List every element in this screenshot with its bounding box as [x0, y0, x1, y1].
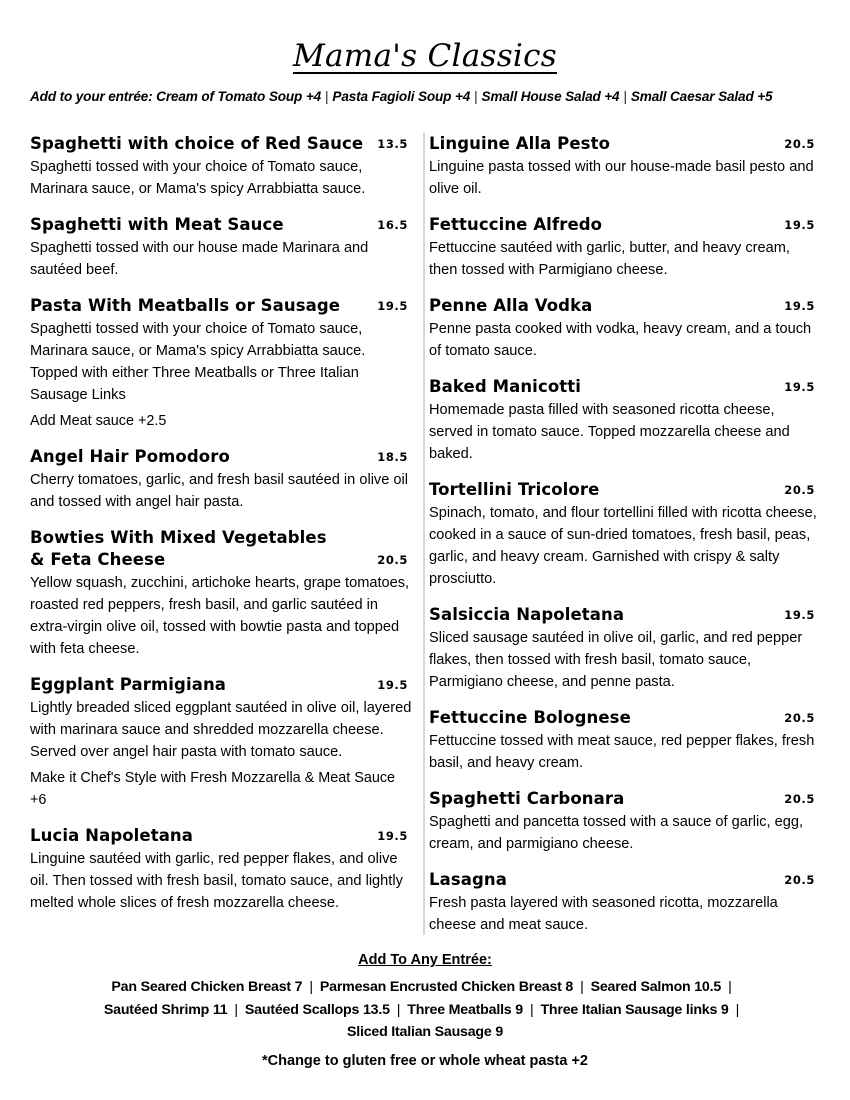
item-price: 19.5: [784, 218, 815, 232]
item-description: Fettuccine tossed with meat sauce, red pepper flakes, fresh basil, and heavy cream.: [429, 733, 815, 771]
item-description: Linguine pasta tossed with our house-made basil pesto and olive oil.: [429, 159, 814, 197]
item-description: Fettuccine sautéed with garlic, butter, and heavy cream, then tossed with Parmigiano cheese.: [429, 240, 790, 278]
addon-item: Parmesan Encrusted Chicken Breast 8: [319, 979, 574, 995]
item-description: Cherry tomatoes, garlic, and fresh basil sautéed in olive oil and tossed with angel hair pasta.: [30, 472, 409, 510]
item-price: 19.5: [377, 678, 408, 692]
item-price: 19.5: [784, 380, 815, 394]
separator: |: [529, 1001, 534, 1018]
item-name: Pasta With Meatballs or Sausage: [30, 296, 341, 315]
item-price: 20.5: [784, 792, 815, 806]
separator: |: [325, 89, 329, 104]
separator: |: [735, 1001, 740, 1018]
menu-item: [429, 788, 819, 855]
item-description: Homemade pasta filled with seasoned ricotta cheese, served in tomato sauce. Topped mozzarella cheese and baked.: [429, 402, 790, 462]
addons-row: [0, 999, 850, 1022]
menu-item: [30, 446, 412, 513]
addon-item: Small Caesar Salad +5: [630, 89, 773, 104]
addon-item: Sautéed Shrimp 11: [103, 1001, 228, 1018]
item-price: 19.5: [784, 299, 815, 313]
addons-prefix: Add to your entrée:: [30, 89, 153, 104]
item-name: Spaghetti with Meat Sauce: [30, 215, 284, 234]
addon-item: Small House Salad +4: [481, 89, 620, 104]
menu-item: [429, 707, 819, 774]
item-description: Spaghetti and pancetta tossed with a sauce of garlic, egg, cream, and parmigiano cheese.: [429, 814, 804, 852]
separator: |: [234, 1001, 238, 1018]
addons-row: [0, 976, 850, 999]
item-description: Spaghetti tossed with our house made Marinara and sautéed beef.: [30, 240, 369, 278]
item-name: Baked Manicotti: [429, 377, 581, 396]
item-name: Lucia Napoletana: [30, 826, 194, 845]
addon-item: Three Italian Sausage links 9: [540, 1001, 729, 1018]
item-name: Tortellini Tricolore: [429, 480, 600, 499]
item-description: Lightly breaded sliced eggplant sautéed in olive oil, layered with marinara sauce and shredded mozzarella cheese. Served over angel hair pasta with tomato sauce.: [30, 700, 412, 760]
menu-item: [30, 825, 412, 914]
entree-addons-list: [0, 976, 850, 1044]
menu-item: [30, 133, 412, 200]
menu-item: [429, 869, 819, 936]
item-price: 16.5: [377, 218, 408, 232]
item-price: 13.5: [377, 137, 408, 151]
item-price: 19.5: [377, 299, 408, 313]
item-name: Lasagna: [429, 870, 507, 889]
item-price: 19.5: [377, 829, 408, 843]
addon-item: Sliced Italian Sausage 9: [346, 1024, 504, 1040]
addon-item: Sautéed Scallops 13.5: [244, 1001, 390, 1018]
item-name-line1: Bowties With Mixed Vegetables: [30, 528, 327, 547]
item-description: Spinach, tomato, and flour tortellini filled with ricotta cheese, cooked in a sauce of sun-dried tomatoes, fresh basil, peas, garlic, and heavy cream. Garnished with crispy & salty prosciutto.: [429, 505, 817, 587]
entree-addons-title: Add To Any Entrée:: [358, 952, 492, 968]
menu-item: [429, 295, 819, 362]
menu-item: [30, 295, 412, 432]
item-price: 20.5: [784, 873, 815, 887]
item-price: 19.5: [784, 608, 815, 622]
separator: |: [580, 979, 584, 995]
item-name: Spaghetti Carbonara: [429, 789, 625, 808]
separator: |: [309, 979, 313, 995]
menu-item: [429, 604, 819, 693]
addon-item: Pan Seared Chicken Breast 7: [111, 979, 303, 995]
menu-item: [30, 214, 412, 281]
addon-item: Three Meatballs 9: [407, 1001, 523, 1018]
menu-item: [429, 479, 819, 590]
item-price: 20.5: [784, 711, 815, 725]
item-name: Salsiccia Napoletana: [429, 605, 625, 624]
item-description: Penne pasta cooked with vodka, heavy cream, and a touch of tomato sauce.: [429, 321, 812, 359]
menu-title: Mama's Classics: [292, 38, 557, 74]
addons-row: [0, 1021, 850, 1044]
separator: |: [396, 1001, 401, 1018]
menu-item: [30, 674, 412, 811]
addon-item: Seared Salmon 10.5: [590, 979, 722, 995]
item-note: Add Meat sauce +2.5: [30, 413, 167, 429]
item-description: Spaghetti tossed with your choice of Tomato sauce, Marinara sauce, or Mama's spicy Arrabbiatta sauce. Topped with either Three Meatballs or Three Italian Sausage Links: [30, 321, 366, 403]
item-name: Angel Hair Pomodoro: [30, 447, 230, 466]
menu-column-left: [30, 133, 412, 928]
item-description: Yellow squash, zucchini, artichoke hearts, grape tomatoes, roasted red peppers, fresh basil, and garlic sautéed in extra-virgin olive oil, tossed with bowtie pasta and topped with feta cheese.: [30, 575, 410, 657]
menu-item: [30, 527, 412, 660]
addon-item: Cream of Tomato Soup +4: [156, 89, 322, 104]
item-price: 18.5: [377, 450, 408, 464]
item-price: 20.5: [784, 137, 815, 151]
item-description: Linguine sautéed with garlic, red pepper flakes, and olive oil. Then tossed with fresh basil, tomato sauce, and lightly melted whole slices of fresh mozzarella cheese.: [30, 851, 403, 911]
menu-item: [429, 133, 819, 200]
item-description: Spaghetti tossed with your choice of Tomato sauce, Marinara sauce, or Mama's spicy Arrabbiatta sauce.: [30, 159, 366, 197]
menu-item: [429, 214, 819, 281]
addon-item: Pasta Fagioli Soup +4: [332, 89, 471, 104]
item-name: Fettuccine Alfredo: [429, 215, 603, 234]
item-name: Fettuccine Bolognese: [429, 708, 631, 727]
item-name: Penne Alla Vodka: [429, 296, 593, 315]
entree-addons-section: [0, 950, 850, 1072]
item-name: Spaghetti with choice of Red Sauce: [30, 134, 364, 153]
item-description: Sliced sausage sautéed in olive oil, garlic, and red pepper flakes, then tossed with fresh basil, tomato sauce, Parmigiano cheese, and penne pasta.: [429, 630, 803, 690]
item-name-line2: & Feta Cheese: [30, 550, 166, 569]
item-price: 20.5: [377, 553, 408, 567]
pasta-substitution-note: *Change to gluten free or whole wheat pasta +2: [262, 1052, 588, 1069]
side-addons-line: [30, 89, 820, 104]
item-name: Eggplant Parmigiana: [30, 675, 227, 694]
separator: |: [728, 979, 732, 995]
item-price: 20.5: [784, 483, 815, 497]
item-name: Linguine Alla Pesto: [429, 134, 610, 153]
column-divider: [423, 133, 425, 935]
menu-item: [429, 376, 819, 465]
item-note: Make it Chef's Style with Fresh Mozzarella & Meat Sauce +6: [30, 770, 396, 808]
item-description: Fresh pasta layered with seasoned ricotta, mozzarella cheese and meat sauce.: [429, 895, 778, 933]
separator: |: [474, 89, 478, 104]
separator: |: [623, 89, 627, 104]
menu-column-right: [429, 133, 819, 950]
